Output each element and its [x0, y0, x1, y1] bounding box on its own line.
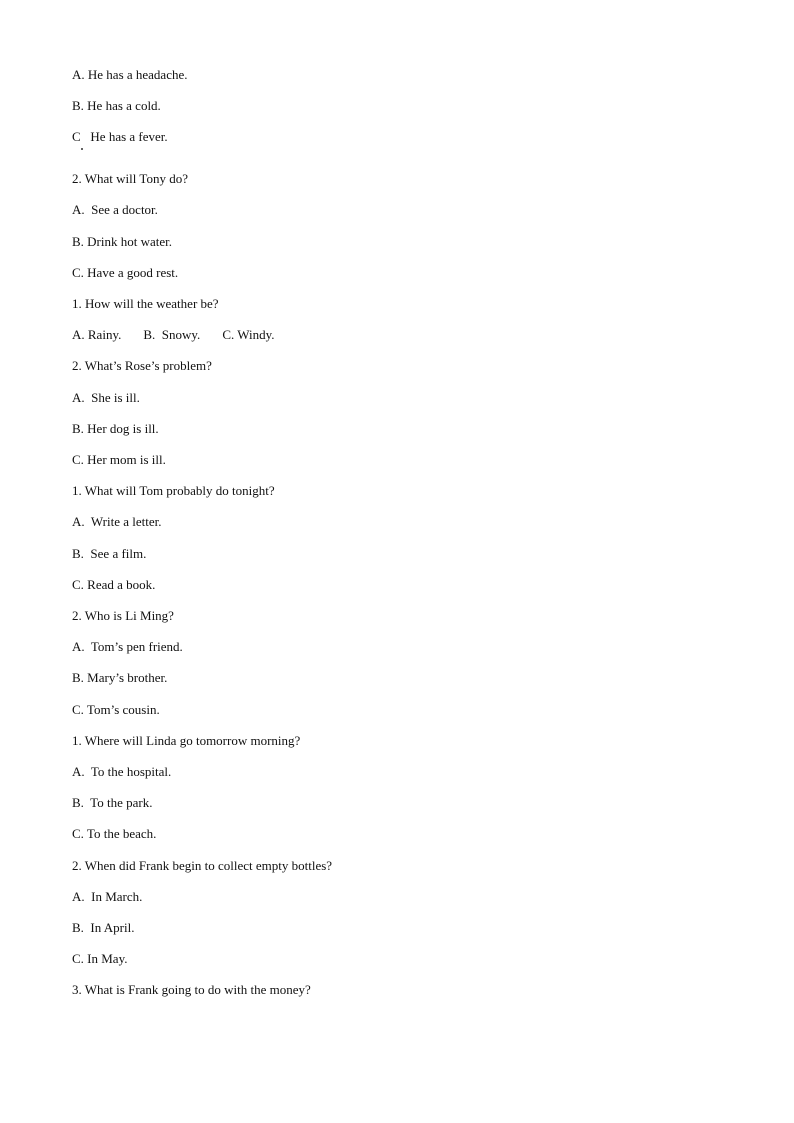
inline-options-line [72, 326, 275, 344]
option-b-line: B. Mary’s brother. [72, 670, 168, 685]
option-b-line: B. See a film. [72, 546, 147, 561]
stray-dot-mark [81, 148, 83, 150]
option-a-line: A. In March. [72, 889, 143, 904]
option-a-line: A. He has a headache. [72, 67, 188, 82]
option-b-line: B. Her dog is ill. [72, 421, 159, 436]
question-line: 1. What will Tom probably do tonight? [72, 483, 275, 498]
option-c-line: C. Her mom is ill. [72, 452, 166, 467]
option-a-line: A. Write a letter. [72, 514, 162, 529]
option-b-line: B. He has a cold. [72, 98, 161, 113]
question-line: 2. When did Frank begin to collect empty bottles? [72, 858, 333, 873]
question-line: 1. Where will Linda go tomorrow morning? [72, 733, 301, 748]
option-a-text: A. Rainy. [72, 327, 122, 342]
option-a-line: A. Tom’s pen friend. [72, 639, 183, 654]
option-b-line: B. To the park. [72, 795, 153, 810]
option-c-line: C He has a fever. [72, 129, 168, 144]
option-c-line: C. To the beach. [72, 826, 157, 841]
option-a-line: A. See a doctor. [72, 202, 158, 217]
question-line: 2. What will Tony do? [72, 171, 188, 186]
question-line: 1. How will the weather be? [72, 296, 219, 311]
option-b-line: B. Drink hot water. [72, 234, 173, 249]
question-line: 2. Who is Li Ming? [72, 608, 174, 623]
option-c-line: C. Tom’s cousin. [72, 702, 160, 717]
option-c-text: C. Windy. [222, 327, 275, 342]
option-b-text: B. Snowy. [143, 327, 201, 342]
option-b-line: B. In April. [72, 920, 135, 935]
question-line: 3. What is Frank going to do with the money? [72, 982, 311, 997]
option-c-line: C. Have a good rest. [72, 265, 179, 280]
option-c-line: C. Read a book. [72, 577, 156, 592]
option-a-line: A. She is ill. [72, 390, 140, 405]
option-c-line: C. In May. [72, 951, 128, 966]
question-line: 2. What’s Rose’s problem? [72, 358, 212, 373]
option-a-line: A. To the hospital. [72, 764, 172, 779]
